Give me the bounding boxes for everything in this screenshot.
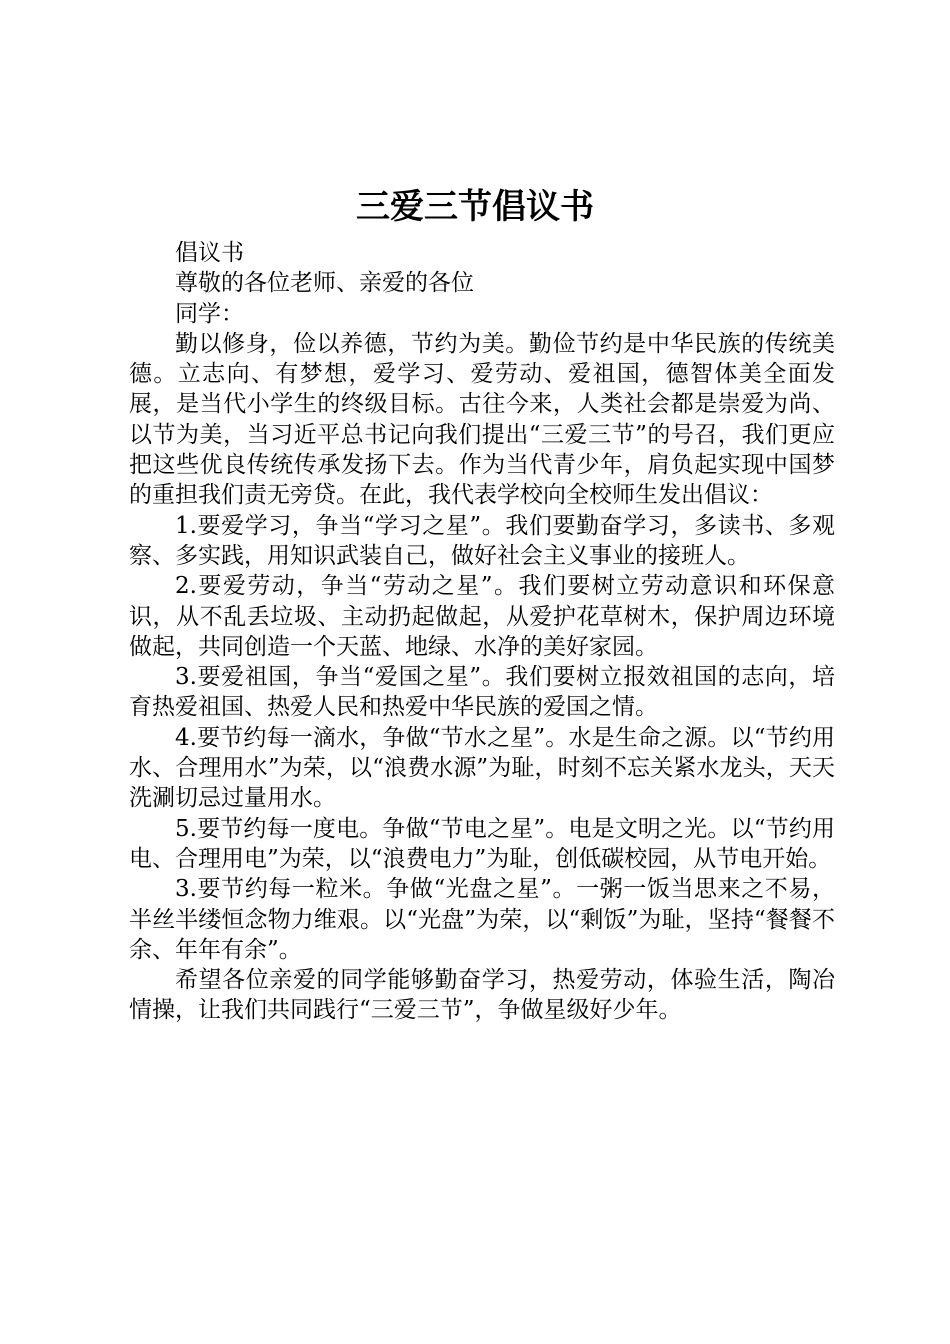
paragraph-item-study: 1.要爱学习，争当“学习之星”。我们要勤奋学习，多读书、多观察、多实践，用知识武装自己，做好社会主义事业的接班人。 bbox=[129, 512, 835, 569]
paragraph-item-food: 3.要节约每一粒米。争做“光盘之星”。一粥一饭当思来之不易，半丝半缕恒念物力维艰。以“光盘”为荣，以“剩饭”为耻，坚持“餐餐不余、年年有余”。 bbox=[129, 876, 835, 963]
paragraph-salutation-cont: 同学： bbox=[175, 300, 244, 327]
paragraph-item-water: 4.要节约每一滴水，争做“节水之星”。水是生命之源。以“节约用水、合理用水”为荣，以“浪费水源”为耻，时刻不忘关紧水龙头，天天洗涮切忌过量用水。 bbox=[129, 724, 835, 812]
paragraph-item-country: 3.要爱祖国，争当“爱国之星”。我们要树立报效祖国的志向，培育热爱祖国、热爱人民和热爱中华民族的爱国之情。 bbox=[129, 664, 835, 721]
paragraph-closing: 希望各位亲爱的同学能够勤奋学习，热爱劳动，体验生活，陶冶情操，让我们共同践行“三爱三节”，争做星级好少年。 bbox=[129, 967, 835, 1024]
paragraph-item-electricity: 5.要节约每一度电。争做“节电之星”。电是文明之光。以“节约用电、合理用电”为荣，以“浪费电力”为耻，创低碳校园，从节电开始。 bbox=[129, 815, 835, 872]
paragraph-intro: 勤以修身，俭以养德，节约为美。勤俭节约是中华民族的传统美德。立志向、有梦想，爱学习、爱劳动、爱祖国，德智体美全面发展，是当代小学生的终级目标。古往今来，人类社会都是崇爱为尚、以节为美，当习近平总书记向我们提出“三爱三节”的号召，我们更应把这些优良传统传承发扬下去。作为当代青少年，肩负起实现中国梦的重担我们责无旁贷。在此，我代表学校向全校师生发出倡议： bbox=[129, 330, 835, 509]
paragraph-item-labor: 2.要爱劳动，争当“劳动之星”。我们要树立劳动意识和环保意识，从不乱丢垃圾、主动扔起做起，从爱护花草树木，保护周边环境做起，共同创造一个天蓝、地绿、水净的美好家园。 bbox=[129, 573, 835, 660]
paragraph-salutation: 尊敬的各位老师、亲爱的各位 bbox=[175, 270, 474, 297]
document-title: 三爱三节倡议书 bbox=[356, 187, 594, 227]
document-body bbox=[129, 238, 835, 1026]
paragraph-heading: 倡议书 bbox=[175, 240, 244, 266]
